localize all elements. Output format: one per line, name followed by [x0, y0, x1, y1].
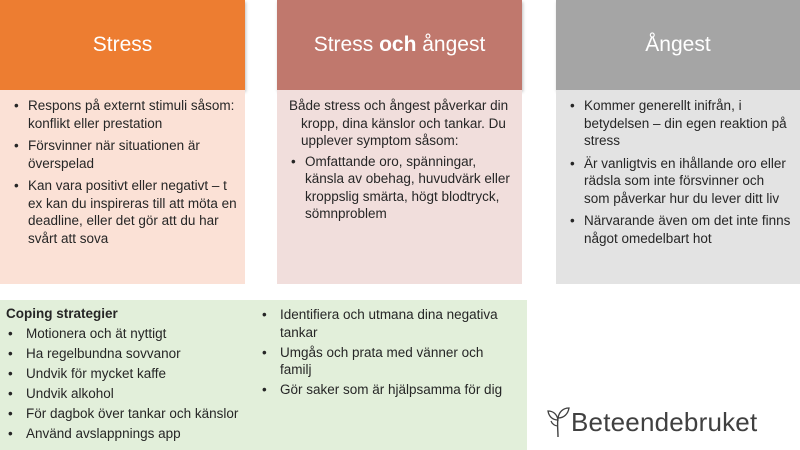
list-item: • För dagbok över tankar och känslor: [6, 405, 261, 423]
list-item: • Kommer generellt inifrån, i betydelsen – din egen reaktion på stress: [568, 97, 792, 150]
angest-header: [556, 0, 800, 90]
list-item: • Identifiera och utmana dina negativa tankar: [260, 306, 510, 341]
angest-list: [568, 97, 792, 247]
symptom-list: [289, 153, 514, 223]
sprout-icon: [545, 406, 571, 438]
list-item: • Respons på externt stimuli såsom: konflikt eller prestation: [12, 97, 237, 132]
stress-header-title: Stress: [92, 33, 153, 56]
list-item: • Använd avslappnings app: [6, 425, 261, 443]
header-title-part1: Stress: [313, 33, 380, 56]
header-title-bold: och: [379, 33, 417, 56]
stress-panel: [0, 90, 245, 284]
list-item: • Motionera och ät nyttigt: [6, 325, 261, 343]
list-item: • Umgås och prata med vänner och familj: [260, 344, 510, 379]
stress-header: [0, 0, 245, 90]
logo-text: Beteendebruket: [571, 406, 758, 437]
list-item: • Undvik alkohol: [6, 385, 261, 403]
coping-panel: [0, 300, 527, 450]
intro-text: Både stress och ångest påverkar din kropp, dina känslor och tankar. Du upplever symptom såsom:: [289, 98, 509, 148]
list-item: • Gör saker som är hjälpsamma för dig: [260, 381, 510, 399]
angest-panel: [556, 90, 800, 284]
brand-logo: [545, 404, 757, 440]
coping-list-right: [260, 306, 510, 401]
list-item: • Är vanligtvis en ihållande oro eller rädsla som inte försvinner och som påverkar hur du lever ditt liv: [568, 155, 792, 208]
stress-list: [12, 97, 237, 247]
list-item: • Omfattande oro, spänningar, känsla av obehag, huvudvärk eller kroppslig smärta, högt blodtryck, sömnproblem: [289, 153, 514, 223]
list-item: • Undvik för mycket kaffe: [6, 365, 261, 383]
list-item: • Närvarande även om det inte finns något omedelbart hot: [568, 212, 792, 247]
stress-och-angest-panel: [277, 90, 522, 284]
list-item: • Ha regelbundna sovvanor: [6, 345, 261, 363]
list-item: • Försvinner när situationen är överspelad: [12, 137, 237, 172]
angest-header-title: Ångest: [645, 33, 711, 56]
coping-title: Coping strategier: [6, 306, 118, 321]
stress-och-angest-header: [277, 0, 522, 90]
header-title-part2: ångest: [416, 33, 486, 56]
coping-list-left: [6, 325, 261, 443]
list-item: • Kan vara positivt eller negativt – t ex kan du inspireras till att möta en deadline, eller det gör att du har svårt att sova: [12, 177, 237, 247]
